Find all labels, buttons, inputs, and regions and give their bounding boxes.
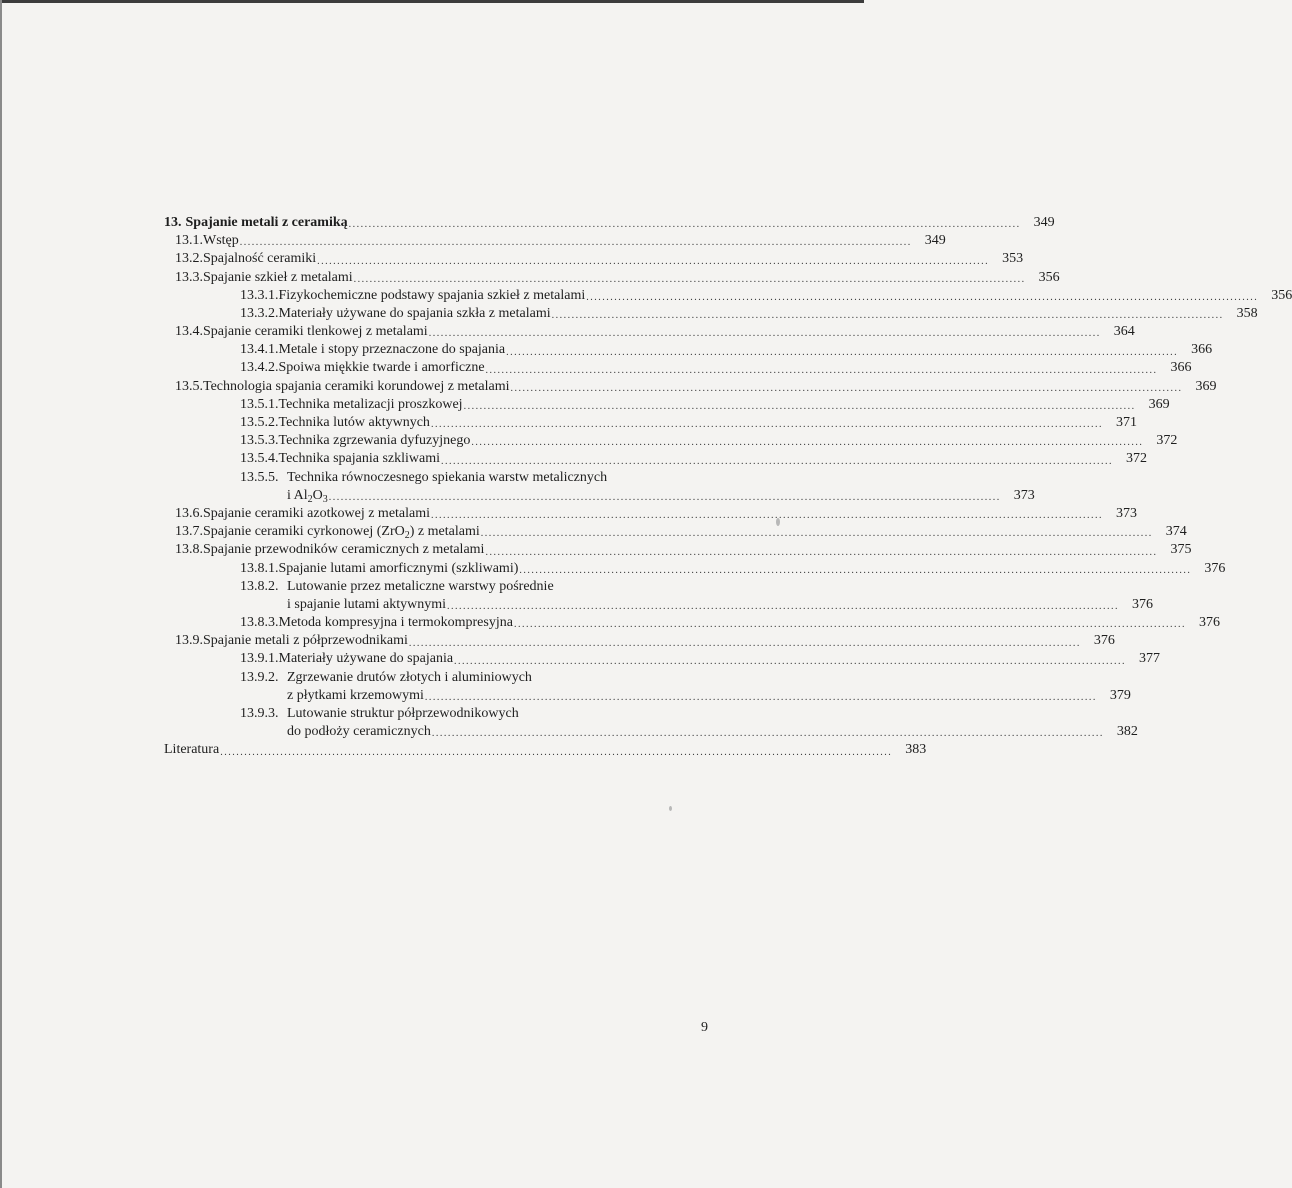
toc-page: 376	[1198, 615, 1220, 631]
toc-title: Spajanie ceramiki azotkowej z metalami	[203, 505, 431, 521]
leader-dots: ........................................................................................................................................................................	[551, 310, 1224, 322]
toc-page: 358	[1236, 305, 1258, 321]
toc-title: Spajanie ceramiki tlenkowej z metalami	[203, 324, 428, 340]
toc-page: 375	[1170, 542, 1192, 558]
toc-title: Spajanie ceramiki cyrkonowej (ZrO$_2$) z metalami	[203, 524, 480, 542]
toc-title: Spajanie metali z ceramiką	[185, 214, 348, 230]
toc-entry-13-1[interactable]	[164, 232, 946, 250]
toc-number: 13.3.	[175, 269, 203, 285]
toc-entry-13-3-1[interactable]	[164, 287, 1292, 305]
toc-number: 13.5.3.	[240, 433, 279, 449]
toc-number: 13.9.3.	[240, 706, 279, 722]
toc-entry-13-9-1[interactable]	[164, 651, 1161, 669]
leader-dots: ........................................................................................................................................................................	[513, 619, 1186, 631]
toc-entry-13-6[interactable]	[164, 505, 1138, 523]
toc-title: Materiały używane do spajania	[278, 651, 454, 667]
toc-entry-13-8[interactable]	[164, 541, 1192, 559]
page-number: 9	[701, 1020, 708, 1035]
toc-entry-13-4[interactable]	[164, 323, 1135, 341]
toc-title-continued: z płytkami krzemowymi	[287, 687, 424, 703]
toc-entry-13-9[interactable]	[164, 632, 1115, 650]
toc-title-continued: do podłoży ceramicznych	[287, 724, 431, 740]
toc-entry-13-5[interactable]	[164, 378, 1217, 396]
toc-title: Lutowanie struktur półprzewodnikowych	[287, 706, 519, 722]
toc-page: 372	[1156, 433, 1178, 449]
toc-page: 376	[1204, 560, 1226, 576]
leader-dots: ........................................................................................................................................................................	[485, 364, 1158, 376]
toc-number: 13.4.1.	[240, 342, 279, 358]
toc-number: 13.2.	[175, 251, 203, 267]
leader-dots: ........................................................................................................................................................................	[239, 237, 912, 249]
toc-title: Spajanie metali z półprzewodnikami	[203, 633, 408, 649]
toc-entry-13-9-2-continued[interactable]	[164, 687, 1131, 705]
toc-title: Metale i stopy przeznaczone do spajania	[278, 342, 506, 358]
toc-page: 353	[1002, 251, 1024, 267]
toc-title: Spajanie szkieł z metalami	[203, 269, 353, 285]
leader-dots: ........................................................................................................................................................................	[586, 291, 1259, 303]
toc-page: 372	[1126, 451, 1148, 467]
leader-dots: ........................................................................................................................................................................	[328, 492, 1001, 503]
leader-dots: ........................................................................................................................................................................	[424, 692, 1097, 704]
leader-dots: ........................................................................................................................................................................	[428, 328, 1101, 340]
toc-number: 13.8.2.	[240, 578, 279, 594]
toc-page: 379	[1109, 687, 1131, 703]
toc-number: 13.8.	[175, 542, 203, 558]
toc-page: 376	[1132, 596, 1154, 612]
toc-page: 369	[1195, 378, 1217, 394]
toc-number: 13.3.2.	[240, 305, 279, 321]
toc-page: 349	[924, 233, 946, 249]
toc-number: 13.5.	[175, 378, 203, 394]
toc-entry-13-9-3-continued[interactable]	[164, 723, 1138, 741]
toc-title: Zgrzewanie drutów złotych i aluminiowych	[287, 669, 532, 685]
toc-page: 366	[1170, 360, 1192, 376]
toc-page: 373	[1116, 505, 1138, 521]
toc-number: 13.5.5.	[240, 469, 279, 485]
toc-entry-13-5-2[interactable]	[164, 414, 1137, 432]
table-of-contents	[164, 214, 1292, 760]
leader-dots: ........................................................................................................................................................................	[441, 455, 1114, 467]
toc-title: Spajalność ceramiki	[203, 251, 317, 267]
leader-dots: ........................................................................................................................................................................	[480, 528, 1153, 540]
toc-entry-13-8-2-continued[interactable]	[164, 596, 1154, 614]
leader-dots: ........................................................................................................................................................................	[506, 346, 1179, 358]
toc-entry-13-9-2[interactable]	[164, 669, 708, 687]
toc-entry-13-4-2[interactable]	[164, 360, 1192, 378]
toc-number: 13.4.	[175, 324, 203, 340]
toc-page: 349	[1033, 214, 1055, 230]
leader-dots: ........................................................................................................................................................................	[317, 255, 990, 267]
toc-number: 13.9.1.	[240, 651, 279, 667]
toc-entry-13-3[interactable]	[164, 269, 1060, 287]
scan-top-edge	[0, 0, 864, 3]
toc-number: 13.4.2.	[240, 360, 279, 376]
toc-entry-13-5-5[interactable]	[164, 469, 708, 487]
toc-number: 13.1.	[175, 233, 203, 249]
toc-number: 13.8.1.	[240, 560, 279, 576]
toc-entry-13-8-3[interactable]	[164, 614, 1220, 632]
toc-title: Technika lutów aktywnych	[278, 415, 430, 431]
leader-dots: ........................................................................................................................................................................	[510, 382, 1183, 394]
toc-title: Technika równoczesnego spiekania warstw metalicznych	[287, 469, 608, 485]
toc-entry-13-4-1[interactable]	[164, 341, 1213, 359]
toc-page: 373	[1013, 487, 1035, 503]
toc-title: Technika spajania szkliwami	[278, 451, 441, 467]
leader-dots: ........................................................................................................................................................................	[348, 219, 1021, 231]
leader-dots: ........................................................................................................................................................................	[430, 419, 1103, 431]
toc-page: 376	[1093, 633, 1115, 649]
toc-entry-13-8-1[interactable]	[164, 560, 1226, 578]
toc-number: 13.8.3.	[240, 615, 279, 631]
leader-dots: ........................................................................................................................................................................	[408, 637, 1081, 649]
toc-title: Metoda kompresyjna i termokompresyjna	[278, 615, 513, 631]
toc-page: 366	[1191, 342, 1213, 358]
toc-entry-13-5-1[interactable]	[164, 396, 1170, 414]
leader-dots: ........................................................................................................................................................................	[463, 401, 1136, 413]
toc-number: 13.5.1.	[240, 396, 279, 412]
toc-number: 13.	[164, 214, 182, 230]
toc-page: 356	[1038, 269, 1060, 285]
toc-page: 382	[1116, 724, 1138, 740]
leader-dots: ........................................................................................................................................................................	[454, 655, 1127, 667]
toc-title-continued: i spajanie lutami aktywnymi	[287, 596, 447, 612]
toc-page: 356	[1271, 287, 1292, 303]
toc-title: Spajanie lutami amorficznymi (szkliwami)	[278, 560, 519, 576]
toc-entry-13-5-5-continued[interactable]	[164, 487, 1035, 505]
toc-title: Wstęp	[203, 233, 239, 249]
leader-dots: ........................................................................................................................................................................	[220, 746, 893, 758]
leader-dots: ........................................................................................................................................................................	[431, 510, 1104, 522]
toc-title: Materiały używane do spajania szkła z metalami	[278, 305, 551, 321]
toc-entry-13-2[interactable]	[164, 250, 1024, 268]
toc-entry-13-5-4[interactable]	[164, 450, 1148, 468]
toc-number: 13.5.4.	[240, 451, 279, 467]
toc-title: Lutowanie przez metaliczne warstwy pośrednie	[287, 578, 554, 594]
toc-page: 377	[1139, 651, 1161, 667]
leader-dots: ........................................................................................................................................................................	[353, 273, 1026, 285]
scan-speck	[669, 806, 672, 811]
toc-title: Spajanie przewodników ceramicznych z metalami	[203, 542, 485, 558]
toc-title: Spoiwa miękkie twarde i amorficzne	[278, 360, 485, 376]
leader-dots: ........................................................................................................................................................................	[519, 564, 1192, 576]
toc-page: 383	[905, 742, 927, 758]
toc-title: Technika zgrzewania dyfuzyjnego	[278, 433, 471, 449]
toc-entry-13[interactable]	[164, 214, 1055, 232]
leader-dots: ........................................................................................................................................................................	[447, 601, 1120, 613]
toc-title: Literatura	[164, 742, 220, 758]
toc-number: 13.7.	[175, 524, 203, 540]
scan-left-edge	[0, 0, 2, 1188]
leader-dots: ........................................................................................................................................................................	[485, 546, 1158, 558]
toc-entry-13-9-3[interactable]	[164, 705, 708, 723]
toc-number: 13.9.2.	[240, 669, 279, 685]
toc-number: 13.9.	[175, 633, 203, 649]
toc-entry-literatura[interactable]	[164, 741, 927, 759]
leader-dots: ........................................................................................................................................................................	[471, 437, 1144, 449]
toc-number: 13.6.	[175, 505, 203, 521]
toc-page: 371	[1115, 415, 1137, 431]
toc-title: Fizykochemiczne podstawy spajania szkieł z metalami	[278, 287, 586, 303]
toc-title: Technika metalizacji proszkowej	[278, 396, 463, 412]
toc-title-continued: i $Al_2O_3$	[287, 487, 328, 505]
toc-entry-13-8-2[interactable]	[164, 578, 708, 596]
toc-entry-13-3-2[interactable]	[164, 305, 1258, 323]
toc-title: Technologia spajania ceramiki korundowej z metalami	[203, 378, 510, 394]
toc-entry-13-5-3[interactable]	[164, 432, 1178, 450]
toc-number: 13.5.2.	[240, 415, 279, 431]
toc-page: 374	[1165, 524, 1187, 540]
toc-page: 369	[1148, 396, 1170, 412]
toc-number: 13.3.1.	[240, 287, 279, 303]
leader-dots: ........................................................................................................................................................................	[431, 728, 1104, 740]
toc-entry-13-7[interactable]	[164, 523, 1187, 542]
toc-page: 364	[1113, 324, 1135, 340]
